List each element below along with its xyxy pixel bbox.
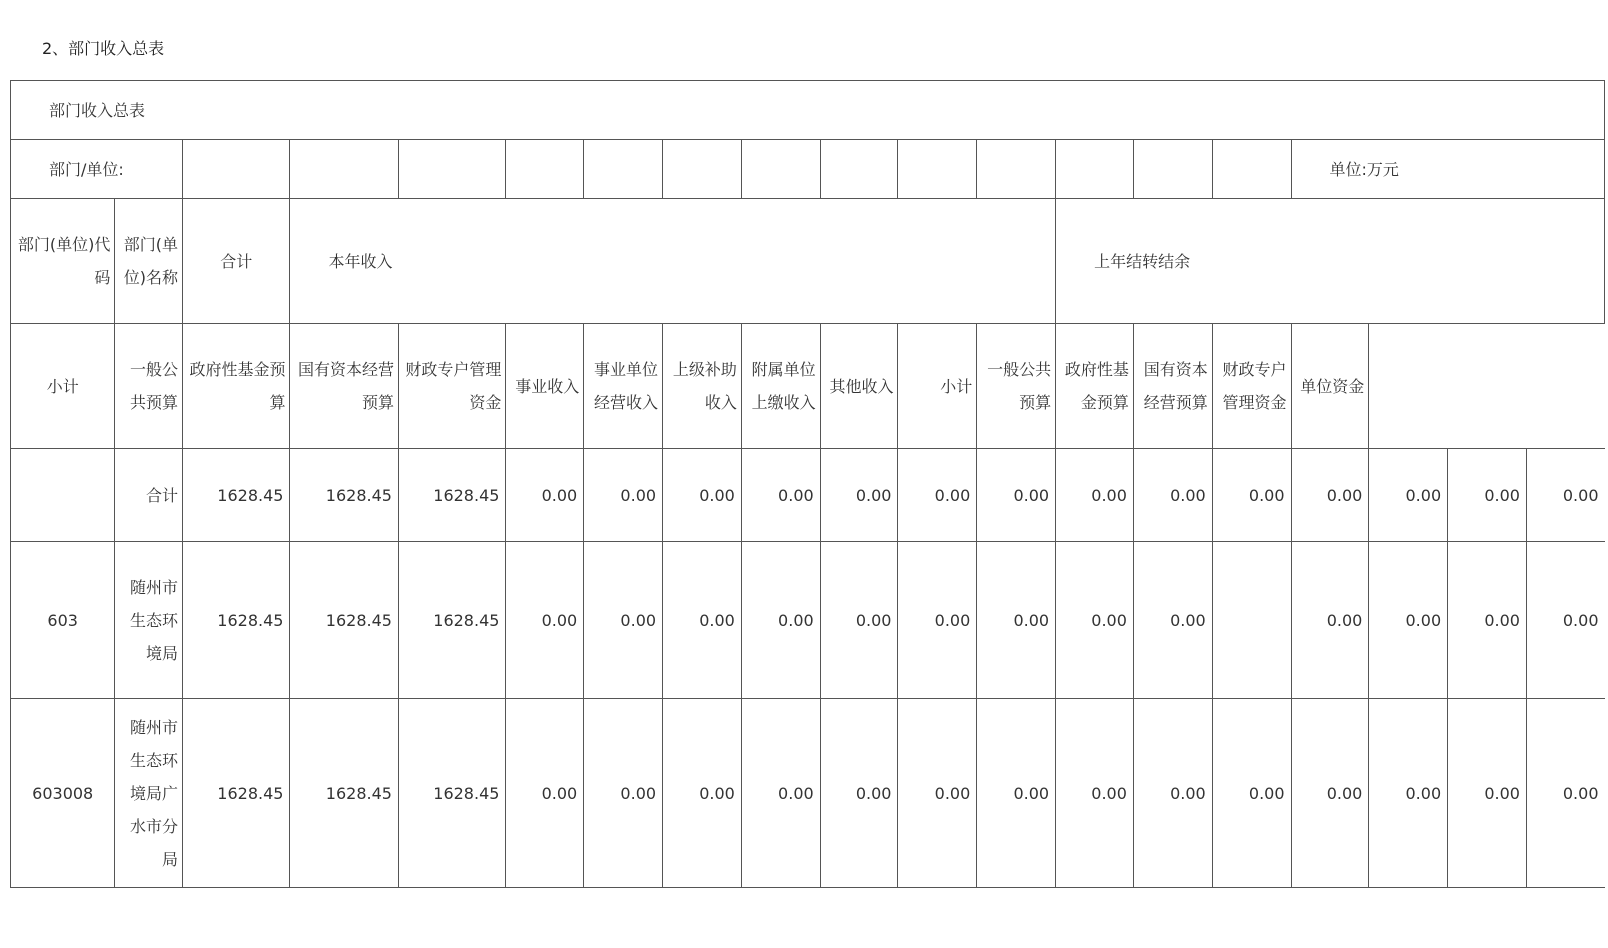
value-cell: 0.00 [977,449,1056,542]
value-cell: 0.00 [1291,542,1369,699]
header-col: 政府性基金预算 [182,324,289,449]
header-code: 部门(单位)代码 [11,199,115,324]
value-cell: 0.00 [898,449,977,542]
blank-cell [820,140,898,199]
value-cell: 1628.45 [182,449,289,542]
header-col: 其他收入 [820,324,898,449]
header-col: 国有资本经营预算 [290,324,399,449]
header-col: 单位资金 [1291,324,1369,449]
header-col: 事业收入 [506,324,584,449]
blank-cell [1369,324,1605,449]
value-cell: 1628.45 [290,449,399,542]
value-cell: 0.00 [584,542,663,699]
value-cell: 0.00 [741,449,820,542]
department-income-table [10,80,1605,888]
blank-cell [506,140,584,199]
value-cell: 0.00 [506,542,584,699]
value-cell: 0.00 [506,699,584,888]
blank-cell [741,140,820,199]
header-total: 合计 [182,199,289,324]
value-cell: 0.00 [977,699,1056,888]
header-col: 附属单位上缴收入 [741,324,820,449]
blank-cell [398,140,505,199]
value-cell: 0.00 [663,699,742,888]
header-col: 一般公共预算 [977,324,1056,449]
header-name: 部门(单位)名称 [115,199,183,324]
header-current-year: 本年收入 [290,199,1056,324]
value-cell: 0.00 [1448,542,1527,699]
value-cell: 0.00 [1056,542,1134,699]
value-cell: 0.00 [1291,449,1369,542]
value-cell: 0.00 [1212,699,1291,888]
row-name: 合计 [115,449,183,542]
value-cell: 1628.45 [398,699,505,888]
header-col: 国有资本经营预算 [1133,324,1212,449]
value-cell: 0.00 [977,542,1056,699]
value-cell: 0.00 [584,699,663,888]
value-cell: 1628.45 [182,542,289,699]
blank-cell [584,140,663,199]
value-cell: 0.00 [1133,449,1212,542]
value-cell: 0.00 [820,699,898,888]
value-cell: 0.00 [1369,542,1448,699]
value-cell: 0.00 [741,699,820,888]
value-cell: 0.00 [1212,449,1291,542]
value-cell: 0.00 [584,449,663,542]
unit-label: 单位:万元 [1291,140,1604,199]
header-row-2 [11,324,1605,449]
table-caption: 2、部门收入总表 [42,39,165,58]
table-row [11,449,1605,542]
value-cell: 0.00 [1448,449,1527,542]
value-cell: 0.00 [1056,449,1134,542]
value-cell: 1628.45 [290,699,399,888]
blank-cell [1133,140,1212,199]
value-cell: 0.00 [820,542,898,699]
header-col: 政府性基金预算 [1056,324,1134,449]
value-cell: 0.00 [663,542,742,699]
header-col: 小计 [11,324,115,449]
header-col: 财政专户管理资金 [398,324,505,449]
value-cell: 1628.45 [398,449,505,542]
value-cell: 0.00 [1526,699,1604,888]
value-cell: 0.00 [506,449,584,542]
blank-cell [290,140,399,199]
blank-cell [182,140,289,199]
value-cell: 0.00 [1291,699,1369,888]
header-col: 财政专户管理资金 [1212,324,1291,449]
value-cell: 0.00 [1133,542,1212,699]
title-row [11,81,1605,140]
blank-cell [977,140,1056,199]
value-cell: 0.00 [898,542,977,699]
row-name: 随州市生态环境局广水市分局 [115,699,183,888]
row-code: 603008 [11,699,115,888]
header-col: 上级补助收入 [663,324,742,449]
blank-cell [1212,140,1291,199]
header-col: 一般公共预算 [115,324,183,449]
value-cell: 1628.45 [398,542,505,699]
table-row [11,699,1605,888]
header-col: 事业单位经营收入 [584,324,663,449]
unit-row [11,140,1605,199]
value-cell: 0.00 [1133,699,1212,888]
value-cell: 0.00 [898,699,977,888]
value-cell: 0.00 [1448,699,1527,888]
row-code: 603 [11,542,115,699]
value-cell: 0.00 [1526,542,1604,699]
blank-cell [898,140,977,199]
blank-cell [1056,140,1134,199]
row-code [11,449,115,542]
blank-cell [663,140,742,199]
value-cell: 0.00 [820,449,898,542]
header-prev-carryover: 上年结转结余 [1056,199,1605,324]
value-cell: 0.00 [1369,449,1448,542]
value-cell: 0.00 [1369,699,1448,888]
header-col: 小计 [898,324,977,449]
value-cell: 0.00 [741,542,820,699]
row-name: 随州市生态环境局 [115,542,183,699]
dept-unit-label: 部门/单位: [11,140,183,199]
table-row [11,542,1605,699]
value-cell [1212,542,1291,699]
table-title: 部门收入总表 [11,81,1605,140]
value-cell: 1628.45 [290,542,399,699]
value-cell: 0.00 [1526,449,1604,542]
value-cell: 1628.45 [182,699,289,888]
value-cell: 0.00 [1056,699,1134,888]
header-row-1 [11,199,1605,324]
value-cell: 0.00 [663,449,742,542]
